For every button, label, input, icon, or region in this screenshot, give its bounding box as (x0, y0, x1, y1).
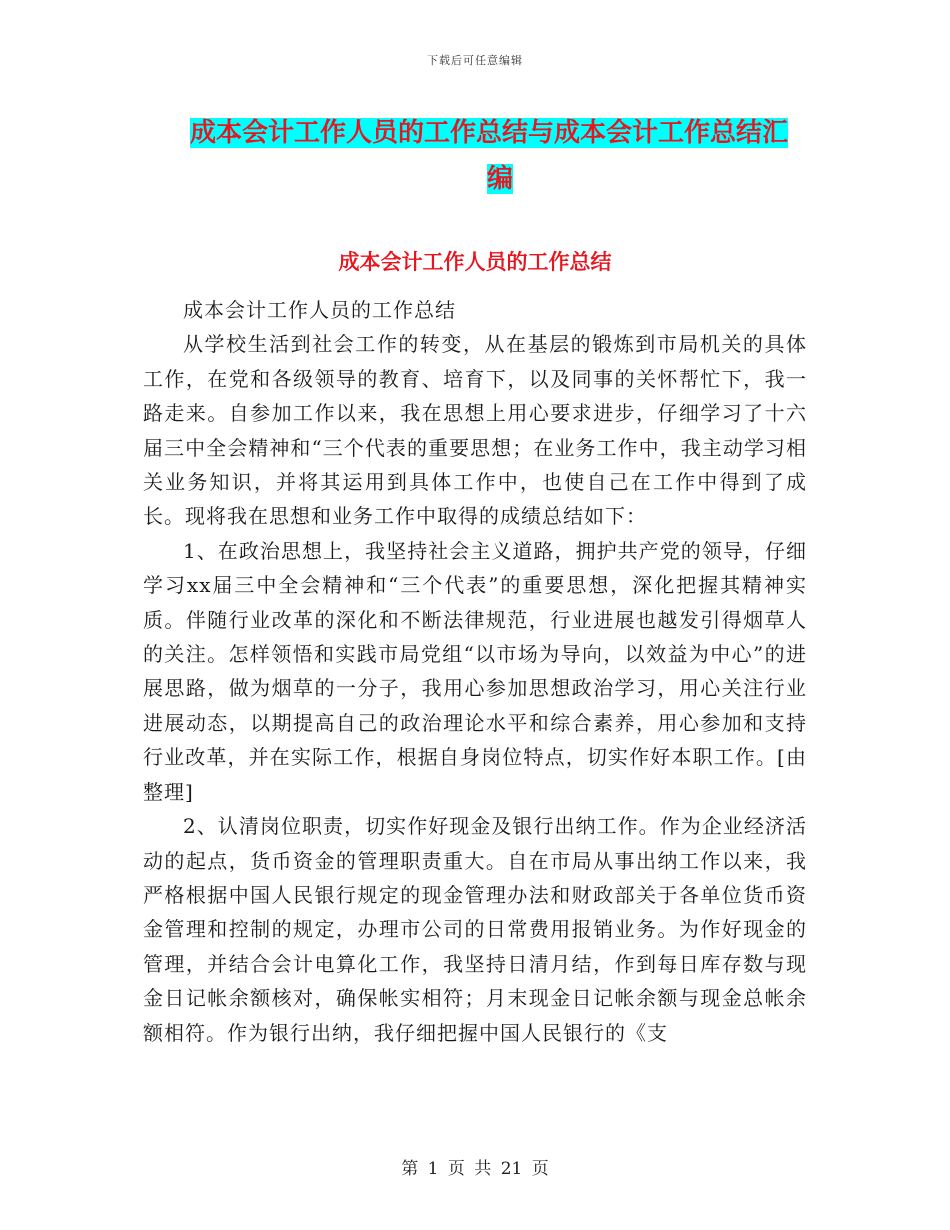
paragraph: 2、认清岗位职责，切实作好现金及银行出纳工作。作为企业经济活动的起点，货币资金的管理职责重大。自在市局从事出纳工作以来，我严格根据中国人民银行规定的现金管理办法和财政部关于各单位货币资金管理和控制的规定，办理市公司的日常费用报销业务。为作好现金的管理，并结合会计电算化工作，我坚持日清月结，作到每日库存数与现金日记帐余额核对，确保帐实相符；月末现金日记帐余额与现金总帐余额相符。作为银行出纳，我仔细把握中国人民银行的《支 (143, 814, 807, 1045)
paragraph: 成本会计工作人员的工作总结 (183, 298, 456, 322)
title-line-1: 成本会计工作人员的工作总结与成本会计工作总结汇 (190, 118, 789, 148)
section-title: 成本会计工作人员的工作总结 (338, 250, 612, 274)
body-text (143, 293, 807, 1050)
title-line-2: 编 (486, 164, 513, 194)
paragraph: 从学校生活到社会工作的转变，从在基层的锻炼到市局机关的具体工作，在党和各级领导的教育、培育下，以及同事的关怀帮忙下，我一路走来。自参加工作以来，我在思想上用心要求进步，仔细学习了十六届三中全会精神和“三个代表的重要思想；在业务工作中，我主动学习相关业务知识，并将其运用到具体工作中，也使自己在工作中得到了成长。现将我在思想和业务工作中取得的成绩总结如下： (143, 332, 807, 529)
page-number-footer: 第 1 页 共 21 页 (401, 1159, 549, 1179)
paragraph: 1、在政治思想上，我坚持社会主义道路，拥护共产党的领导，仔细学习xx届三中全会精神和“三个代表”的重要思想，深化把握其精神实质。伴随行业改革的深化和不断法律规范，行业进展也越发引得烟草人的关注。怎样领悟和实践市局党组“以市场为导向，以效益为中心”的进展思路，做为烟草的一分子，我用心参加思想政治学习，用心关注行业进展动态，以期提高自己的政治理论水平和综合素养，用心参加和支持行业改革，并在实际工作，根据自身岗位特点，切实作好本职工作。[由整理] (143, 538, 807, 804)
document-title (190, 110, 810, 202)
header-note: 下载后可任意编辑 (427, 54, 523, 67)
